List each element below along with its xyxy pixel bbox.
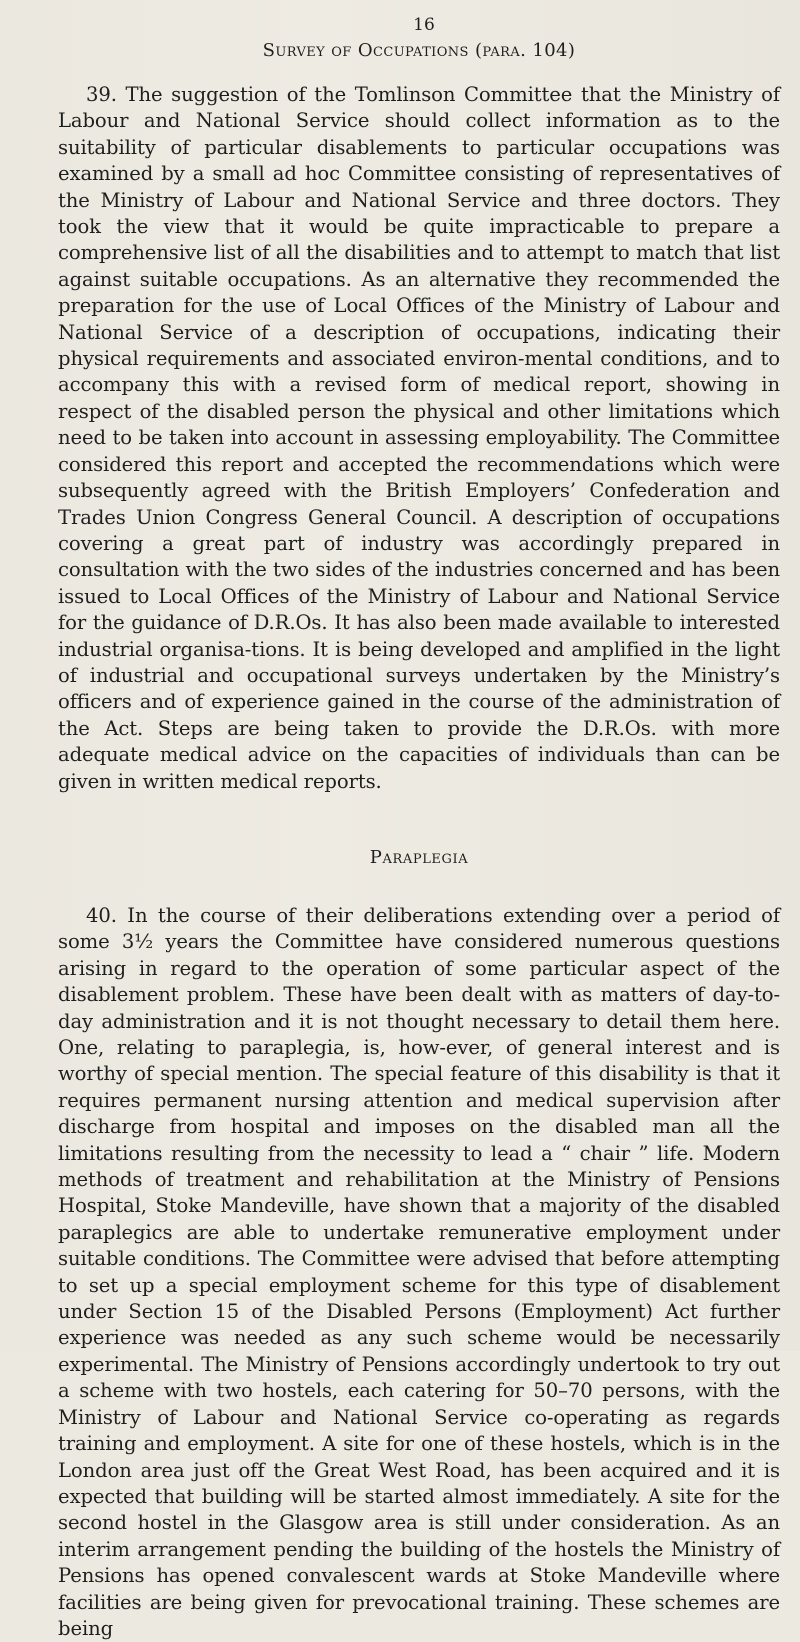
- paragraph-39: 39. The suggestion of the Tomlinson Committee that the Ministry of Labour and National Service should collect information as to the suitability of particular disablements to particular occupations was examined by a small ad hoc Committee consisting of representatives of the Ministry of Labour and National Service and three doctors. They took the view that it would be quite impracticable to prepare a comprehensive list of all the disabilities and to attempt to match that list against suitable occupations. As an alternative they recommended the preparation for the use of Local Offices of the Ministry of Labour and National Service of a description of occupations, indicating their physical requirements and associated environ-mental conditions, and to accompany this with a revised form of medical report, showing in respect of the disabled person the physical and other limitations which need to be taken into account in assessing employability. The Committee considered this report and accepted the recommendations which were subsequently agreed with the British Employers’ Confederation and Trades Union Congress General Council. A description of occupations covering a great part of industry was accordingly prepared in consultation with the two sides of the industries concerned and has been issued to Local Offices of the Ministry of Labour and National Service for the guidance of D.R.Os. It has also been made available to interested industrial organisa-tions. It is being developed and amplified in the light of industrial and occupational surveys undertaken by the Ministry’s officers and of experience gained in the course of the administration of the Act. Steps are being taken to provide the D.R.Os. with more adequate medical advice on the capacities of individuals than can be given in written medical reports.: [58, 83, 780, 793]
- paragraph-40: 40. In the course of their deliberations extending over a period of some 3½ years the Committee have considered numerous questions arising in regard to the operation of some particular aspect of the disablement problem. These have been dealt with as matters of day-to-day administration and it is not thought necessary to detail them here. One, relating to paraplegia, is, how-ever, of general interest and is worthy of special mention. The special feature of this disability is that it requires permanent nursing attention and medical supervision after discharge from hospital and imposes on the disabled man all the limitations resulting from the necessity to lead a “ chair ” life. Modern methods of treatment and rehabilitation at the Ministry of Pensions Hospital, Stoke Mandeville, have shown that a majority of the disabled paraplegics are able to undertake remunerative employment under suitable conditions. The Committee were advised that before attempting to set up a special employment scheme for this type of disablement under Section 15 of the Disabled Persons (Employment) Act further experience was needed as any such scheme would be necessarily experimental. The Ministry of Pensions accordingly undertook to try out a scheme with two hostels, each catering for 50–70 persons, with the Ministry of Labour and National Service co-operating as regards training and employment. A site for one of these hostels, which is in the London area just off the Great West Road, has been acquired and it is expected that building will be started almost immediately. A site for the second hostel in the Glasgow area is still under consideration. As an interim arrangement pending the building of the hostels the Ministry of Pensions has opened convalescent wards at Stoke Mandeville where facilities are being given for prevocational training. These schemes are being: [58, 903, 780, 1640]
- section-heading-paraplegia: Paraplegia: [369, 846, 469, 868]
- running-head: [58, 38, 780, 64]
- running-head-title: Survey of Occupations: [262, 40, 469, 61]
- running-head-paragraph-ref: (para. 104): [474, 40, 576, 61]
- page-number: 16: [413, 15, 435, 35]
